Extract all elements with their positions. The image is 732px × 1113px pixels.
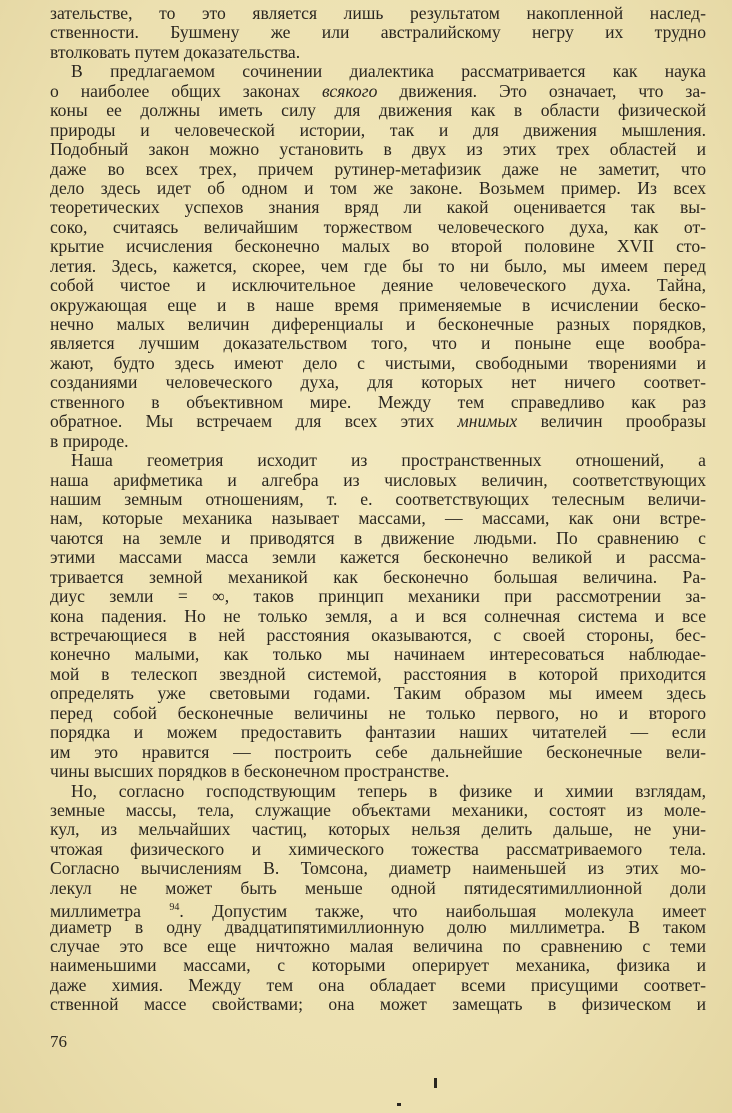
text-line: втолковать путем доказательства. [50,41,301,62]
text-line: перед собой бесконечные величины не только первого, но и второго [50,702,706,723]
text-line: Но, согласно господствующим теперь в физике и химии взглядам, [71,780,706,801]
text-segment: о наиболее общих законах [50,80,322,101]
ink-speck [397,1103,401,1106]
footnote-marker: 94 [169,902,180,914]
text-line: является лучшим доказательством того, что и поныне еще вообра- [50,333,706,354]
text-line: ственной массе свойствами; она может замещать в физическом и [50,994,706,1015]
text-line: лекул не может быть меньше одной пятидесятимиллионной доли [50,877,706,898]
text-segment: обратное. Мы встречаем для всех этих [50,411,458,432]
text-line: в природе. [50,430,129,451]
text-line [50,898,706,921]
text-line: наименьшими массами, с которыми оперирует механика, физика и [50,955,706,976]
text-line: окружающая еще и в наше время применяемые в исчислении беско- [50,294,706,315]
text-line: даже химия. Между тем она обладает всеми присущими соответ- [50,974,706,995]
text-line: кона падения. Но не только земля, а и вся солнечная система и все [50,605,706,626]
text-line: этими массами масса земли кажется бесконечно великой и рассма- [50,547,706,568]
text-line: им это нравится — построить себе дальнейшие бесконечные вели- [50,741,706,762]
text-line: ственного в объективном мире. Между тем справедливо как раз [50,391,706,412]
ink-speck [434,1078,437,1088]
text-segment: движения. Это означает, что за- [377,80,707,101]
text-line: Наша геометрия исходит из пространственных отношений, а [71,450,706,471]
text-line: В предлагаемом сочинении диалектика рассматривается как наука [71,61,706,82]
text-line: чины высших порядков в бесконечном пространстве. [50,761,450,782]
text-segment: . Допустим также, что наибольшая молекула имеет [179,900,706,921]
emphasized-word: мнимых [457,411,518,432]
text-line: диус земли = ∞, таков принцип механики при рассмотрении за- [50,586,706,607]
text-segment: величин прообразы [517,411,706,432]
text-line: жают, будто здесь имеют дело с чистыми, свободными творениями и [50,352,706,373]
text-line [50,412,706,431]
text-line: порядка и можем предоставить фантазии наших читателей — если [50,722,706,743]
text-line: летия. Здесь, кажется, скорее, чем где бы то ни было, мы имеем перед [50,255,706,276]
text-line: коны ее должны иметь силу для движения как в области физической [50,100,706,121]
text-line: дело здесь идет об одном и том же законе. Возьмем пример. Из всех [50,177,706,198]
text-line: наша арифметика и алгебра из числовых величин, соответствующих [50,469,706,490]
text-line: ственности. Бушмену же или австралийскому негру их трудно [50,22,706,43]
text-line: чтожая физического и химического тожества рассматриваемого тела. [50,838,706,859]
text-line: созданиями человеческого духа, для которых нет ничего соответ- [50,372,706,393]
text-line: мой в телескоп звездной системой, расстояния в которой приходится [50,663,706,684]
text-line: соко, считаясь величайшим торжеством человеческого духа, как от- [50,216,706,237]
text-line: теоретических успехов знания вряд ли какой оценивается так вы- [50,197,706,218]
text-line: кул, из мельчайших частиц, которых нельзя делить дальше, не уни- [50,819,706,840]
body-text [50,4,706,1015]
text-line: чаются на земле и приводятся в движение людьми. По сравнению с [50,527,706,548]
text-line: нашим земным отношениям, т. е. соответствующих телесным величи- [50,488,706,509]
emphasized-word: всякого [321,80,378,101]
text-line: тривается земной механикой как бесконечно большая величина. Ра- [50,566,706,587]
text-line: нечно малых величин диференциалы и бесконечные разных порядков, [50,314,706,334]
text-line: диаметр в одну двадцатипятимиллионную долю миллиметра. В таком [50,916,706,937]
text-segment: миллиметра [50,900,170,921]
text-line: определять уже световыми годами. Таким образом мы имеем здесь [50,683,706,704]
text-line: Подобный закон можно установить в двух из этих трех областей и [50,139,706,160]
text-line: встречающиеся в ней расстояния оказываются, с своей стороны, бес- [50,625,706,645]
text-line: зательстве, то это является лишь результатом накопленной наслед- [50,3,706,23]
text-line: конечно малыми, как только мы начинаем интересоваться наблюдае- [50,644,706,665]
text-line: случае это все еще ничтожно малая величина по сравнению с теми [50,936,706,956]
text-line: нам, которые механика называет массами, — массами, как они встре- [50,508,706,529]
text-line: природы и человеческой истории, так и для движения мышления. [50,119,706,140]
text-line [50,82,706,101]
text-line: крытие исчисления бесконечно малых во второй половине XVII сто- [50,236,706,257]
text-line: земные массы, тела, служащие объектами механики, состоят из моле- [50,799,706,820]
text-line: даже во всех трех, причем рутинер-метафизик даже не заметит, что [50,158,706,179]
text-line: Согласно вычислениям В. Томсона, диаметр наименьшей из этих мо- [50,858,706,879]
text-line: собой чистое и исключительное деяние человеческого духа. Тайна, [50,275,706,296]
page-number: 76 [50,1032,67,1051]
